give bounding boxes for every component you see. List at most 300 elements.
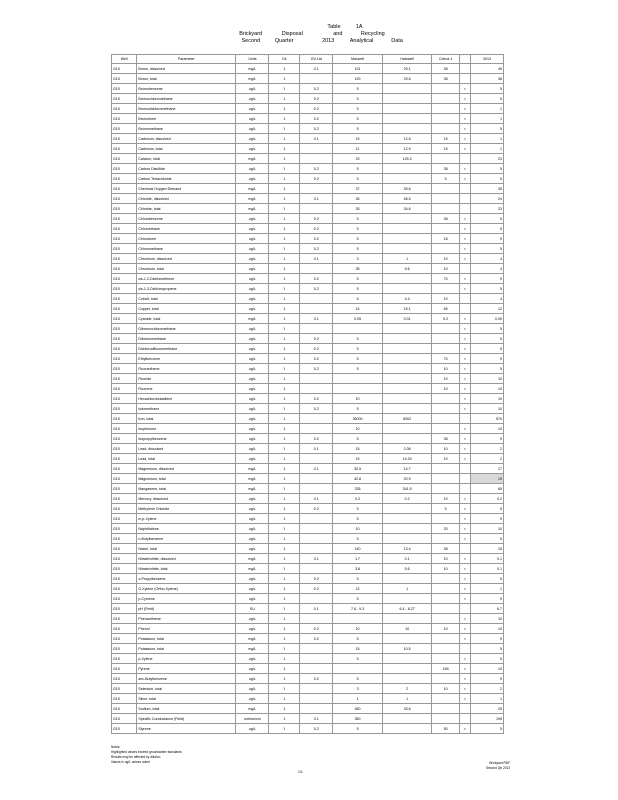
cell-hatswell: 10 — [382, 624, 432, 634]
cell-hatswell — [382, 574, 432, 584]
cell-qualifier: < — [459, 274, 470, 284]
cell-gv-ltd — [300, 454, 333, 464]
cell-maxwell: 450 — [333, 704, 383, 714]
cell-2013: 570 — [470, 414, 503, 424]
header-well: Well — [112, 55, 137, 64]
cell-qualifier: < — [459, 244, 470, 254]
cell-colma — [432, 604, 460, 614]
cell-hatswell — [382, 234, 432, 244]
cell-hatswell: 14.7 — [382, 464, 432, 474]
cell-well: G15 — [112, 174, 137, 184]
cell-qualifier — [459, 194, 470, 204]
cell-colma: 10 — [432, 254, 460, 264]
table-row — [112, 234, 504, 244]
cell-maxwell: 0.05 — [333, 314, 383, 324]
cell-2013: 4 — [470, 264, 503, 274]
cell-2013: 1 — [470, 114, 503, 124]
cell-parameter: Selenium, total — [137, 684, 236, 694]
cell-qualifier: < — [459, 334, 470, 344]
cell-well: G15 — [112, 584, 137, 594]
cell-colma: 10 — [432, 364, 460, 374]
table-row — [112, 374, 504, 384]
cell-colma: 165 — [432, 664, 460, 674]
cell-parameter: Iodomethane — [137, 404, 236, 414]
cell-colma — [432, 334, 460, 344]
table-row — [112, 274, 504, 284]
cell-parameter: Fluorene — [137, 384, 236, 394]
title-line-1 — [0, 24, 618, 31]
cell-dil: 1 — [269, 224, 300, 234]
cell-parameter: cis-1,3-Dichloropropene — [137, 284, 236, 294]
cell-colma: 10 — [432, 454, 460, 464]
cell-qualifier: < — [459, 524, 470, 534]
cell-dil: 1 — [269, 234, 300, 244]
cell-gv-ltd — [300, 154, 333, 164]
cell-units: ug/L — [236, 614, 269, 624]
cell-colma: 20 — [432, 524, 460, 534]
cell-hatswell: 6002 — [382, 414, 432, 424]
cell-well: G15 — [112, 414, 137, 424]
cell-2013: 5 — [470, 644, 503, 654]
cell-qualifier — [459, 704, 470, 714]
cell-colma: 10 — [432, 294, 460, 304]
cell-gv-ltd — [300, 374, 333, 384]
cell-2013: 5 — [470, 504, 503, 514]
cell-dil: 1 — [269, 434, 300, 444]
table-row — [112, 404, 504, 414]
table-row — [112, 464, 504, 474]
cell-colma: 15 — [432, 134, 460, 144]
cell-well: G15 — [112, 184, 137, 194]
table-row — [112, 594, 504, 604]
cell-qualifier: < — [459, 94, 470, 104]
cell-gv-ltd: 0.1 — [300, 714, 333, 724]
cell-units: ug/L — [236, 104, 269, 114]
cell-qualifier: < — [459, 134, 470, 144]
cell-well: G15 — [112, 694, 137, 704]
cell-colma — [432, 644, 460, 654]
cell-qualifier: < — [459, 224, 470, 234]
table-body — [112, 64, 504, 734]
title-word: Data — [391, 38, 403, 44]
cell-colma — [432, 614, 460, 624]
cell-qualifier: < — [459, 84, 470, 94]
cell-colma — [432, 114, 460, 124]
cell-parameter: sec-Butylbenzene — [137, 674, 236, 684]
cell-qualifier: < — [459, 584, 470, 594]
cell-2013: 2 — [470, 454, 503, 464]
cell-2013: 25 — [470, 704, 503, 714]
cell-hatswell: 34.6 — [382, 204, 432, 214]
cell-2013: 5 — [470, 354, 503, 364]
cell-well: G15 — [112, 114, 137, 124]
cell-dil: 1 — [269, 64, 300, 74]
cell-2013: 5 — [470, 284, 503, 294]
cell-hatswell — [382, 84, 432, 94]
header-colma: Colma 1 — [432, 55, 460, 64]
cell-gv-ltd — [300, 544, 333, 554]
cell-well: G15 — [112, 254, 137, 264]
cell-colma — [432, 84, 460, 94]
footer-note-line: Results may be affected by dilution — [111, 755, 161, 759]
cell-well: G15 — [112, 64, 137, 74]
cell-well: G15 — [112, 384, 137, 394]
header-2013: 2013 — [470, 55, 503, 64]
cell-dil: 1 — [269, 124, 300, 134]
cell-dil: 1 — [269, 564, 300, 574]
cell-2013: 5 — [470, 244, 503, 254]
cell-colma: 10 — [432, 624, 460, 634]
cell-parameter: Lead, total — [137, 454, 236, 464]
cell-hatswell: 1 — [382, 694, 432, 704]
cell-maxwell: 3 — [333, 254, 383, 264]
cell-hatswell: 29.1 — [382, 64, 432, 74]
cell-2013: 5 — [470, 164, 503, 174]
cell-units: mg/L — [236, 184, 269, 194]
cell-well: G15 — [112, 374, 137, 384]
cell-well: G15 — [112, 484, 137, 494]
table-row — [112, 444, 504, 454]
cell-maxwell — [333, 664, 383, 674]
cell-hatswell — [382, 634, 432, 644]
cell-units: ug/L — [236, 454, 269, 464]
cell-qualifier: < — [459, 694, 470, 704]
cell-parameter: Potassium, total — [137, 644, 236, 654]
cell-parameter: Cobalt, total — [137, 294, 236, 304]
cell-parameter: Bromobenzene — [137, 84, 236, 94]
cell-dil: 1 — [269, 294, 300, 304]
header-parameter: Parameter — [137, 55, 236, 64]
cell-gv-ltd — [300, 474, 333, 484]
table-row — [112, 694, 504, 704]
cell-maxwell: 5 — [333, 434, 383, 444]
cell-maxwell: 5 — [333, 674, 383, 684]
cell-maxwell: 26 — [333, 194, 383, 204]
cell-gv-ltd: 0.1 — [300, 444, 333, 454]
cell-hatswell: 10.5 — [382, 644, 432, 654]
cell-parameter: m,p-Xylene — [137, 514, 236, 524]
table-row — [112, 74, 504, 84]
cell-hatswell: 12.6 — [382, 134, 432, 144]
cell-dil: 1 — [269, 714, 300, 724]
cell-dil: 1 — [269, 244, 300, 254]
table-row — [112, 174, 504, 184]
cell-qualifier: < — [459, 554, 470, 564]
table-row — [112, 634, 504, 644]
cell-gv-ltd: 0.2 — [300, 354, 333, 364]
cell-dil: 1 — [269, 654, 300, 664]
cell-parameter: Isophorone — [137, 424, 236, 434]
cell-parameter: Bromodichloromethane — [137, 104, 236, 114]
cell-maxwell: 6 — [333, 294, 383, 304]
cell-parameter: p-Xylene — [137, 654, 236, 664]
cell-hatswell — [382, 174, 432, 184]
cell-hatswell — [382, 274, 432, 284]
cell-parameter: Chloroethane — [137, 224, 236, 234]
cell-colma: 5 — [432, 174, 460, 184]
cell-gv-ltd: 0.1 — [300, 194, 333, 204]
cell-hatswell: 2.08 — [382, 444, 432, 454]
cell-well: G15 — [112, 154, 137, 164]
cell-parameter: Mercury, dissolved — [137, 494, 236, 504]
cell-well: G15 — [112, 554, 137, 564]
cell-gv-ltd — [300, 184, 333, 194]
cell-hatswell: 2 — [382, 684, 432, 694]
cell-parameter: Iron, total — [137, 414, 236, 424]
cell-2013: 5 — [470, 674, 503, 684]
cell-colma — [432, 654, 460, 664]
cell-2013: 1 — [470, 134, 503, 144]
cell-dil: 1 — [269, 624, 300, 634]
cell-maxwell: 1 — [333, 694, 383, 704]
cell-units: ug/L — [236, 424, 269, 434]
cell-units: ug/L — [236, 114, 269, 124]
cell-well: G15 — [112, 304, 137, 314]
cell-2013: 38 — [470, 74, 503, 84]
cell-units: mg/L — [236, 464, 269, 474]
cell-gv-ltd: 0.1 — [300, 464, 333, 474]
title-word: Recycling — [360, 31, 385, 37]
cell-gv-ltd: 0.2 — [300, 394, 333, 404]
cell-hatswell — [382, 394, 432, 404]
cell-maxwell: 5 — [333, 534, 383, 544]
cell-well: G15 — [112, 124, 137, 134]
cell-colma — [432, 484, 460, 494]
cell-parameter: Magnesium, dissolved — [137, 464, 236, 474]
cell-gv-ltd: 0.1 — [300, 314, 333, 324]
table-row — [112, 574, 504, 584]
cell-gv-ltd: 0.2 — [300, 224, 333, 234]
cell-maxwell: 5 — [333, 364, 383, 374]
cell-hatswell: 5.6 — [382, 564, 432, 574]
cell-gv-ltd: 0.1 — [300, 604, 333, 614]
cell-qualifier — [459, 484, 470, 494]
cell-units: mg/L — [236, 154, 269, 164]
cell-maxwell: 5 — [333, 94, 383, 104]
cell-maxwell: 5 — [333, 514, 383, 524]
cell-hatswell — [382, 344, 432, 354]
cell-well: G15 — [112, 94, 137, 104]
title-word: Disposal — [281, 31, 303, 37]
cell-2013: 5 — [470, 174, 503, 184]
cell-maxwell: 1.7 — [333, 554, 383, 564]
cell-hatswell — [382, 284, 432, 294]
cell-colma: 10 — [432, 494, 460, 504]
cell-units: ug/L — [236, 174, 269, 184]
cell-gv-ltd — [300, 524, 333, 534]
cell-qualifier: < — [459, 454, 470, 464]
cell-maxwell: 5 — [333, 224, 383, 234]
table-row — [112, 544, 504, 554]
cell-units: mg/L — [236, 74, 269, 84]
cell-hatswell: 0.1 — [382, 554, 432, 564]
cell-hatswell: 33.6 — [382, 704, 432, 714]
cell-well: G15 — [112, 354, 137, 364]
cell-dil: 1 — [269, 304, 300, 314]
header-maxwell: Maxwell — [333, 55, 383, 64]
cell-qualifier — [459, 644, 470, 654]
cell-well: G15 — [112, 714, 137, 724]
cell-hatswell: 13.4 — [382, 544, 432, 554]
cell-well: G15 — [112, 504, 137, 514]
cell-well: G15 — [112, 574, 137, 584]
header-hatswell: Hatswell — [382, 55, 432, 64]
cell-colma — [432, 584, 460, 594]
cell-maxwell: 140 — [333, 544, 383, 554]
cell-maxwell: 14 — [333, 304, 383, 314]
cell-colma — [432, 194, 460, 204]
cell-well: G15 — [112, 454, 137, 464]
cell-parameter: Fluoranthene — [137, 364, 236, 374]
cell-colma — [432, 594, 460, 604]
cell-hatswell — [382, 114, 432, 124]
cell-maxwell: 5 — [333, 244, 383, 254]
cell-gv-ltd — [300, 694, 333, 704]
cell-colma: 10 — [432, 564, 460, 574]
cell-2013: 5 — [470, 334, 503, 344]
cell-gv-ltd — [300, 564, 333, 574]
cell-2013: 5 — [470, 574, 503, 584]
cell-qualifier: < — [459, 444, 470, 454]
cell-gv-ltd — [300, 144, 333, 154]
cell-colma: 18 — [432, 234, 460, 244]
cell-dil: 1 — [269, 264, 300, 274]
cell-hatswell — [382, 724, 432, 734]
cell-dil: 1 — [269, 424, 300, 434]
cell-colma — [432, 154, 460, 164]
table-row — [112, 384, 504, 394]
cell-gv-ltd — [300, 424, 333, 434]
cell-qualifier — [459, 154, 470, 164]
footer-note-line: Notes: — [111, 745, 121, 749]
cell-hatswell: 46.5 — [382, 194, 432, 204]
cell-colma: 38 — [432, 214, 460, 224]
cell-maxwell: 5 — [333, 284, 383, 294]
title-word: 1A — [355, 24, 363, 30]
cell-gv-ltd: 0.2 — [300, 164, 333, 174]
cell-gv-ltd: 0.2 — [300, 434, 333, 444]
cell-units: mg/L — [236, 564, 269, 574]
cell-parameter: Nickel, total — [137, 544, 236, 554]
cell-dil: 1 — [269, 354, 300, 364]
cell-well: G15 — [112, 194, 137, 204]
cell-colma: 65 — [432, 304, 460, 314]
cell-well: G15 — [112, 214, 137, 224]
cell-2013: 5 — [470, 324, 503, 334]
cell-gv-ltd: 0.2 — [300, 124, 333, 134]
cell-maxwell: 35 — [333, 264, 383, 274]
cell-dil: 1 — [269, 604, 300, 614]
cell-gv-ltd: 0.2 — [300, 624, 333, 634]
cell-units: ug/L — [236, 574, 269, 584]
table-title — [0, 24, 618, 45]
cell-units: mg/L — [236, 484, 269, 494]
table-row — [112, 154, 504, 164]
cell-well: G15 — [112, 534, 137, 544]
cell-qualifier: < — [459, 654, 470, 664]
cell-well: G15 — [112, 634, 137, 644]
cell-parameter: Phenanthrene — [137, 614, 236, 624]
header-qualifier — [459, 55, 470, 64]
cell-qualifier — [459, 64, 470, 74]
cell-2013: 45 — [470, 64, 503, 74]
cell-colma — [432, 404, 460, 414]
table-row — [112, 434, 504, 444]
cell-hatswell — [382, 614, 432, 624]
cell-hatswell: 20.9 — [382, 474, 432, 484]
table-row — [112, 334, 504, 344]
cell-qualifier — [459, 544, 470, 554]
cell-parameter: Hexachlorobutadiene — [137, 394, 236, 404]
cell-2013: 0.2 — [470, 494, 503, 504]
cell-qualifier: < — [459, 234, 470, 244]
cell-parameter: Isopropylbenzene — [137, 434, 236, 444]
cell-2013: 10 — [470, 374, 503, 384]
cell-maxwell: 5 — [333, 634, 383, 644]
cell-2013: 10 — [470, 614, 503, 624]
cell-units: mg/L — [236, 644, 269, 654]
cell-parameter: Silver, total — [137, 694, 236, 704]
cell-gv-ltd: 0.2 — [300, 284, 333, 294]
cell-colma — [432, 634, 460, 644]
cell-gv-ltd: 0.2 — [300, 504, 333, 514]
cell-units: ug/L — [236, 404, 269, 414]
cell-gv-ltd — [300, 614, 333, 624]
cell-parameter: Fluoride — [137, 374, 236, 384]
cell-parameter: O-Xylene (Ortho-Xylene) — [137, 584, 236, 594]
cell-units: ug/L — [236, 384, 269, 394]
cell-dil: 1 — [269, 524, 300, 534]
cell-gv-ltd — [300, 204, 333, 214]
table-row — [112, 144, 504, 154]
cell-2013: 12 — [470, 304, 503, 314]
cell-colma — [432, 204, 460, 214]
cell-dil: 1 — [269, 414, 300, 424]
cell-units: ug/L — [236, 624, 269, 634]
cell-units: ug/L — [236, 724, 269, 734]
cell-colma: 10 — [432, 374, 460, 384]
cell-qualifier: < — [459, 164, 470, 174]
cell-parameter: Chromium, dissolved — [137, 254, 236, 264]
cell-well: G15 — [112, 364, 137, 374]
table-row — [112, 614, 504, 624]
cell-qualifier: < — [459, 344, 470, 354]
cell-colma — [432, 184, 460, 194]
cell-hatswell — [382, 434, 432, 444]
cell-hatswell — [382, 654, 432, 664]
cell-dil: 1 — [269, 394, 300, 404]
cell-colma — [432, 344, 460, 354]
cell-gv-ltd: 0.2 — [300, 404, 333, 414]
cell-maxwell: 5 — [333, 594, 383, 604]
cell-well: G15 — [112, 514, 137, 524]
cell-units: ug/L — [236, 494, 269, 504]
cell-2013: 4 — [470, 254, 503, 264]
cell-maxwell: 131 — [333, 64, 383, 74]
cell-dil: 1 — [269, 694, 300, 704]
table-row — [112, 394, 504, 404]
cell-parameter: Boron, total — [137, 74, 236, 84]
cell-qualifier: < — [459, 104, 470, 114]
cell-gv-ltd — [300, 304, 333, 314]
cell-2013: 5 — [470, 214, 503, 224]
cell-qualifier: < — [459, 434, 470, 444]
cell-hatswell — [382, 324, 432, 334]
title-line-3 — [0, 38, 618, 45]
cell-maxwell — [333, 324, 383, 334]
cell-maxwell: 350 — [333, 714, 383, 724]
cell-hatswell: 0.01 — [382, 314, 432, 324]
